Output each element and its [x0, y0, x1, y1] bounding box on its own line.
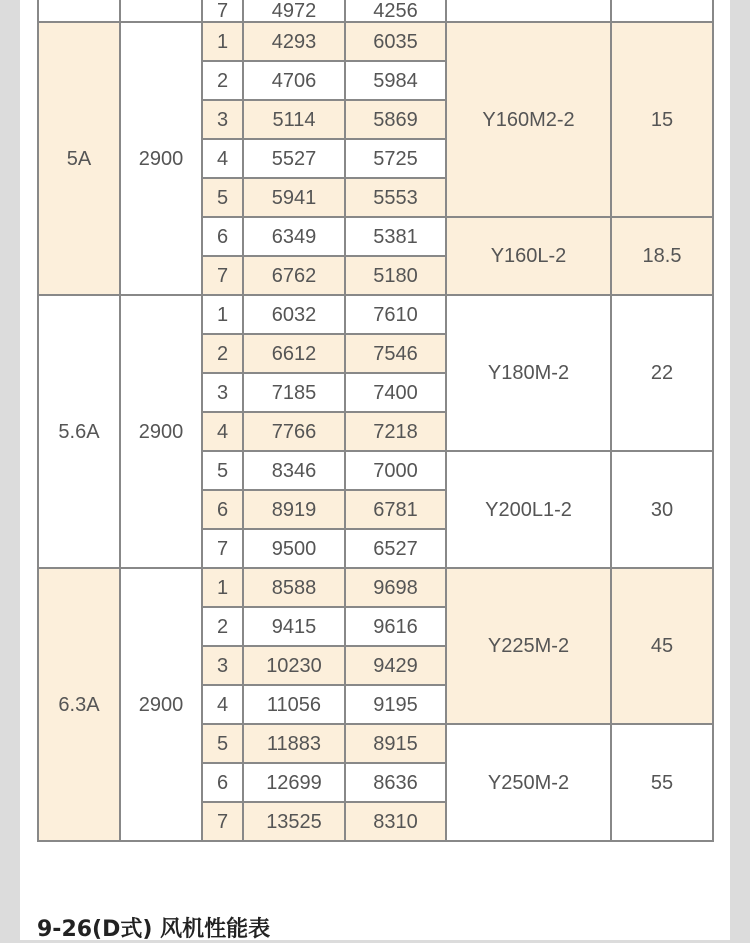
flow-cell: 4972 — [243, 0, 345, 22]
row-number: 1 — [202, 568, 243, 607]
flow-cell: 6762 — [243, 256, 345, 295]
section-title: 9-26(D式) 风机性能表 — [37, 917, 271, 942]
row-number: 6 — [202, 490, 243, 529]
flow-cell: 9500 — [243, 529, 345, 568]
row-number: 6 — [202, 763, 243, 802]
row-number: 4 — [202, 685, 243, 724]
row-number: 4 — [202, 139, 243, 178]
row-number: 3 — [202, 100, 243, 139]
pressure-cell: 5869 — [345, 100, 446, 139]
speed-cell: 2900 — [120, 22, 202, 295]
power-cell: 15 — [611, 22, 713, 217]
flow-cell: 9415 — [243, 607, 345, 646]
pressure-cell: 7610 — [345, 295, 446, 334]
pressure-cell: 9616 — [345, 607, 446, 646]
pressure-cell: 5984 — [345, 61, 446, 100]
flow-cell: 4706 — [243, 61, 345, 100]
row-number: 7 — [202, 802, 243, 841]
pressure-cell: 9698 — [345, 568, 446, 607]
pressure-cell: 5553 — [345, 178, 446, 217]
pressure-cell: 5381 — [345, 217, 446, 256]
row-number: 7 — [202, 529, 243, 568]
flow-cell: 6349 — [243, 217, 345, 256]
pressure-cell: 7218 — [345, 412, 446, 451]
model-cell: 5A — [38, 22, 120, 295]
row-number: 4 — [202, 412, 243, 451]
pressure-cell: 5725 — [345, 139, 446, 178]
pressure-cell: 8636 — [345, 763, 446, 802]
motor-cell: Y180M-2 — [446, 295, 611, 451]
table-row — [38, 22, 713, 61]
row-number: 2 — [202, 334, 243, 373]
flow-cell: 10230 — [243, 646, 345, 685]
pressure-cell: 8310 — [345, 802, 446, 841]
flow-cell: 4293 — [243, 22, 345, 61]
motor-cell: Y160M2-2 — [446, 22, 611, 217]
flow-cell: 5114 — [243, 100, 345, 139]
power-cell: 30 — [611, 451, 713, 568]
flow-cell: 5527 — [243, 139, 345, 178]
pressure-cell: 4256 — [345, 0, 446, 22]
row-number: 2 — [202, 61, 243, 100]
flow-cell: 6612 — [243, 334, 345, 373]
flow-cell: 6032 — [243, 295, 345, 334]
flow-cell: 13525 — [243, 802, 345, 841]
row-number: 1 — [202, 295, 243, 334]
table-row — [38, 295, 713, 334]
row-number: 2 — [202, 607, 243, 646]
flow-cell: 11056 — [243, 685, 345, 724]
pressure-cell: 6527 — [345, 529, 446, 568]
power-cell: 18.5 — [611, 217, 713, 295]
flow-cell: 8588 — [243, 568, 345, 607]
power-cell: 45 — [611, 568, 713, 724]
row-number: 6 — [202, 217, 243, 256]
pressure-cell: 9429 — [345, 646, 446, 685]
row-number: 5 — [202, 724, 243, 763]
pressure-cell: 7546 — [345, 334, 446, 373]
row-number: 1 — [202, 22, 243, 61]
table-row — [38, 0, 713, 22]
model-cell: 6.3A — [38, 568, 120, 841]
pressure-cell: 5180 — [345, 256, 446, 295]
flow-cell: 12699 — [243, 763, 345, 802]
speed-cell: 2900 — [120, 568, 202, 841]
motor-cell: Y225M-2 — [446, 568, 611, 724]
power-cell: 22 — [611, 295, 713, 451]
speed-cell: 2900 — [120, 295, 202, 568]
pressure-cell: 9195 — [345, 685, 446, 724]
motor-cell: Y250M-2 — [446, 724, 611, 841]
model-cell: 5.6A — [38, 295, 120, 568]
row-number: 3 — [202, 373, 243, 412]
pressure-cell: 8915 — [345, 724, 446, 763]
flow-cell: 5941 — [243, 178, 345, 217]
fan-performance-table — [37, 0, 714, 842]
power-cell: 55 — [611, 724, 713, 841]
row-number: 5 — [202, 178, 243, 217]
flow-cell: 8346 — [243, 451, 345, 490]
pressure-cell: 7400 — [345, 373, 446, 412]
motor-cell: Y160L-2 — [446, 217, 611, 295]
flow-cell: 7185 — [243, 373, 345, 412]
pressure-cell: 6035 — [345, 22, 446, 61]
table-row — [38, 568, 713, 607]
motor-cell: Y200L1-2 — [446, 451, 611, 568]
flow-cell: 7766 — [243, 412, 345, 451]
row-number: 7 — [202, 0, 243, 22]
pressure-cell: 7000 — [345, 451, 446, 490]
row-number: 7 — [202, 256, 243, 295]
flow-cell: 8919 — [243, 490, 345, 529]
flow-cell: 11883 — [243, 724, 345, 763]
row-number: 3 — [202, 646, 243, 685]
row-number: 5 — [202, 451, 243, 490]
pressure-cell: 6781 — [345, 490, 446, 529]
